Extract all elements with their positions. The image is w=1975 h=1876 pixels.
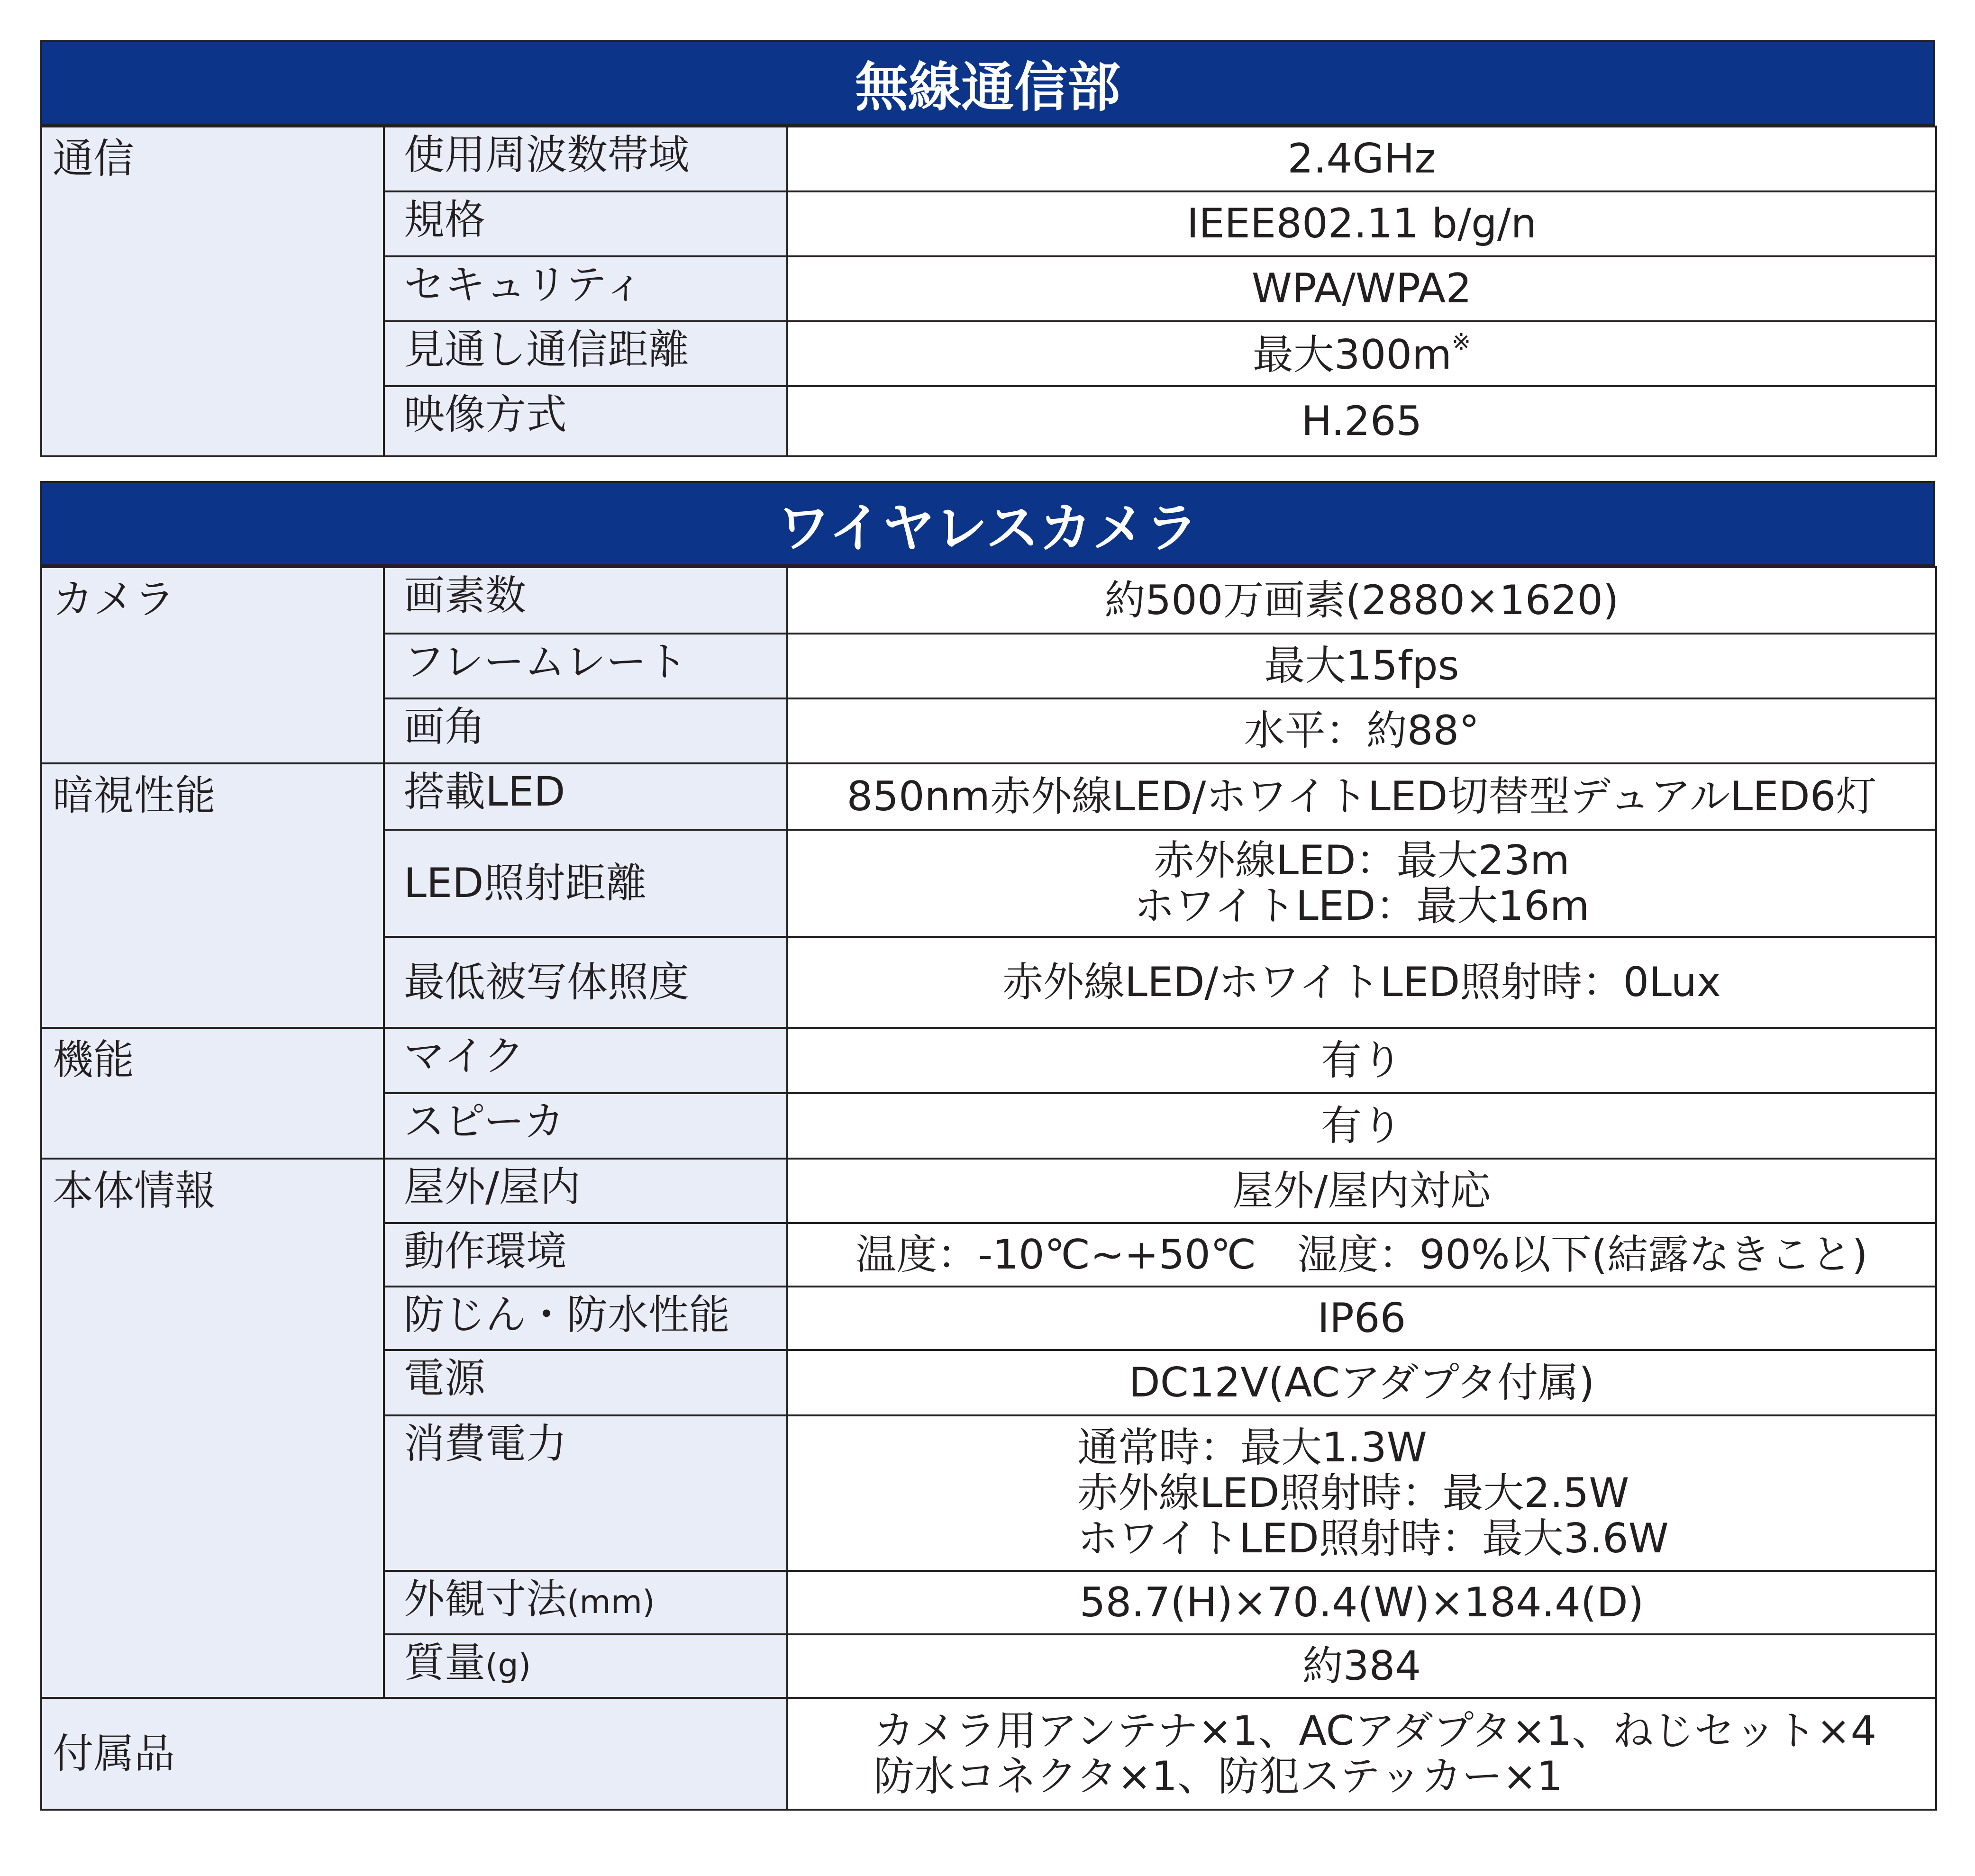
row-label: 画角	[384, 698, 787, 763]
camera-spec-rows	[40, 566, 1937, 1811]
table-row	[41, 567, 1936, 634]
row-value: IEEE802.11 b/g/n	[787, 191, 1936, 256]
row-label: フレームレート	[384, 634, 787, 698]
value-line: 赤外線LED：最大23m	[1154, 836, 1570, 884]
category-communication: 通信	[41, 127, 384, 456]
row-value: 温度：-10℃~+50℃ 湿度：90%以下(結露なきこと)	[787, 1223, 1936, 1287]
row-label: 映像方式	[384, 386, 787, 456]
row-value	[787, 321, 1936, 386]
row-label: 屋外/屋内	[384, 1159, 787, 1223]
label-unit: (g)	[485, 1647, 531, 1685]
value-line: 赤外線LED照射時：最大2.5W	[1077, 1469, 1629, 1517]
row-label: 動作環境	[384, 1223, 787, 1287]
category-camera: カメラ	[41, 567, 384, 763]
row-value: 約384	[787, 1634, 1936, 1698]
row-label: 搭載LED	[384, 763, 787, 830]
row-label: スピーカ	[384, 1093, 787, 1159]
category-night-vision: 暗視性能	[41, 763, 384, 1028]
row-value: 屋外/屋内対応	[787, 1159, 1936, 1223]
row-value: 58.7(H)×70.4(W)×184.4(D)	[787, 1571, 1936, 1634]
row-label: 電源	[384, 1350, 787, 1415]
table-row	[41, 127, 1936, 191]
row-value: 水平：約88°	[787, 698, 1936, 763]
row-value	[787, 1415, 1936, 1571]
row-label: 画素数	[384, 567, 787, 634]
row-value: 最大15fps	[787, 634, 1936, 698]
row-value	[787, 830, 1936, 937]
value-line: 防水コネクタ×1、防犯ステッカー×1	[874, 1753, 1563, 1800]
row-value: 赤外線LED/ホワイトLED照射時：0Lux	[787, 937, 1936, 1028]
row-label	[384, 1634, 787, 1698]
wireless-spec-rows	[40, 126, 1937, 457]
table-row	[41, 1159, 1936, 1223]
category-function: 機能	[41, 1028, 384, 1159]
value-line: カメラ用アンテナ×1、ACアダプタ×1、ねじセット×4	[874, 1707, 1877, 1755]
row-label: 消費電力	[384, 1415, 787, 1571]
row-value	[787, 1698, 1936, 1810]
section-title-wireless: 無線通信部	[40, 40, 1935, 126]
category-body-info: 本体情報	[41, 1159, 384, 1698]
row-value: IP66	[787, 1287, 1936, 1350]
table-row	[41, 763, 1936, 830]
row-label: 見通し通信距離	[384, 321, 787, 386]
range-value: 最大300m	[1252, 331, 1452, 379]
category-accessories: 付属品	[41, 1698, 787, 1810]
value-line: ホワイトLED：最大16m	[1134, 882, 1590, 930]
row-value: DC12V(ACアダプタ付属)	[787, 1350, 1936, 1415]
row-value: 有り	[787, 1093, 1936, 1159]
row-value: H.265	[787, 386, 1936, 456]
table-row	[41, 1028, 1936, 1093]
row-label: 最低被写体照度	[384, 937, 787, 1028]
row-label: セキュリティ	[384, 256, 787, 321]
row-value: 有り	[787, 1028, 1936, 1093]
footnote-mark: ※	[1451, 328, 1471, 355]
row-label: 使用周波数帯域	[384, 127, 787, 191]
row-label: 規格	[384, 191, 787, 256]
row-label: LED照射距離	[384, 830, 787, 937]
camera-spec-table	[40, 481, 1935, 1811]
row-value: 約500万画素(2880×1620)	[787, 567, 1936, 634]
section-title-camera: ワイヤレスカメラ	[40, 481, 1935, 566]
row-value: WPA/WPA2	[787, 256, 1936, 321]
row-value: 850nm赤外線LED/ホワイトLED切替型デュアルLED6灯	[787, 763, 1936, 830]
row-value: 2.4GHz	[787, 127, 1936, 191]
wireless-spec-table	[40, 40, 1935, 457]
row-label: マイク	[384, 1028, 787, 1093]
row-label: 防じん・防水性能	[384, 1287, 787, 1350]
label-text: 外観寸法	[404, 1576, 567, 1623]
row-label	[384, 1571, 787, 1634]
label-text: 質量	[404, 1639, 485, 1686]
value-line: 通常時：最大1.3W	[1077, 1423, 1427, 1471]
table-row	[41, 1698, 1936, 1810]
label-unit: (mm)	[567, 1584, 655, 1621]
value-line: ホワイトLED照射時：最大3.6W	[1077, 1515, 1669, 1563]
